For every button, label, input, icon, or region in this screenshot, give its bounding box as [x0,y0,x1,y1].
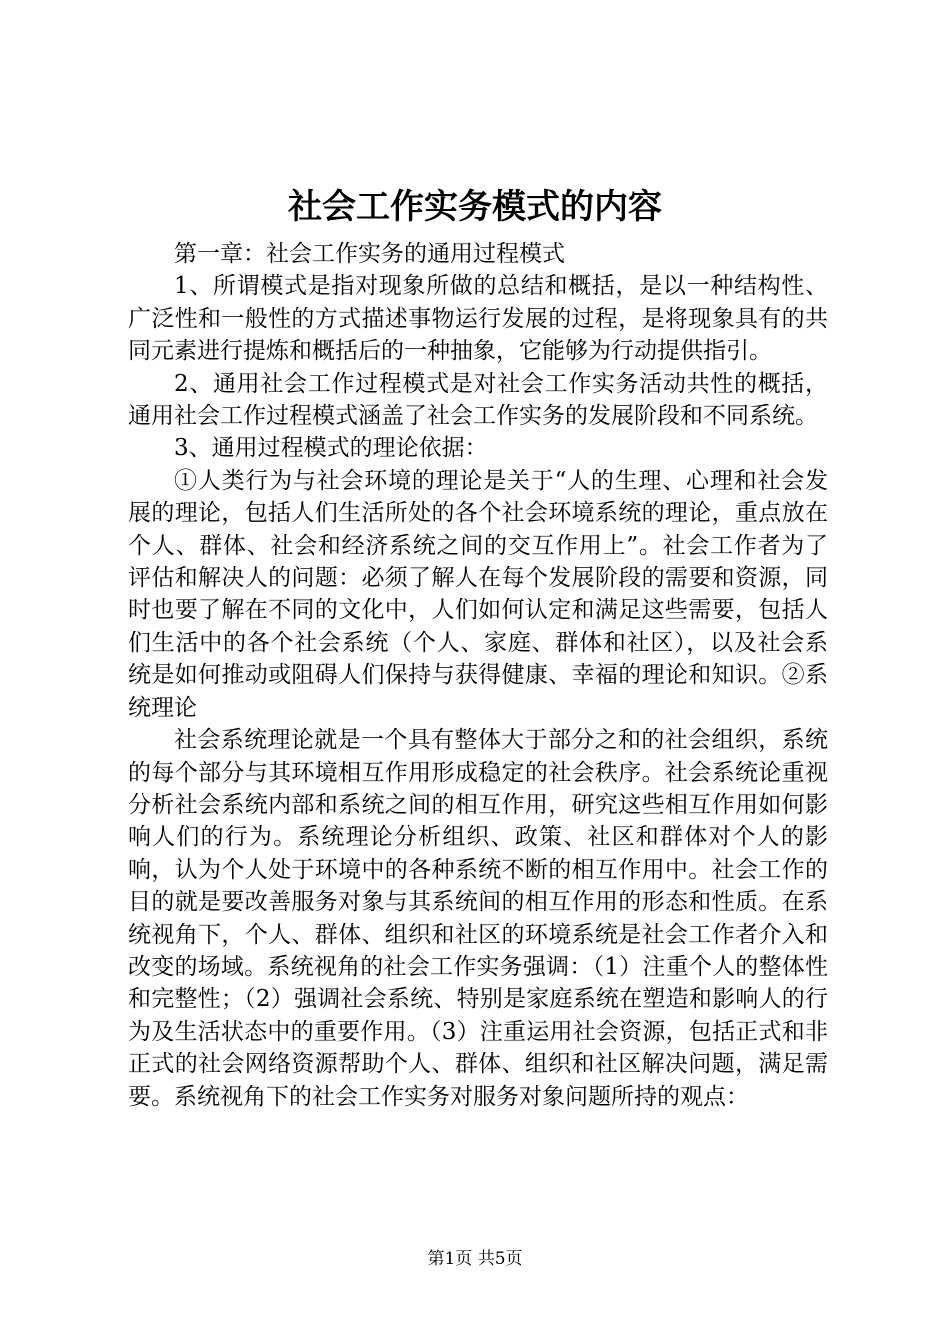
paragraph-2: 2、通用社会工作过程模式是对社会工作实务活动共性的概括，通用社会工作过程模式涵盖了社会工作实务的发展阶段和不同系统。 [128,370,828,430]
paragraph-5: 社会系统理论就是一个具有整体大于部分之和的社会组织，系统的每个部分与其环境相互作用形成稳定的社会秩序。社会系统论重视分析社会系统内部和系统之间的相互作用，研究这些相互作用如何影响人们的行为。系统理论分析组织、政策、社区和群体对个人的影响，认为个人处于环境中的各种系统不断的相互作用中。社会工作的目的就是要改善服务对象与其系统间的相互作用的形态和性质。在系统视角下，个人、群体、组织和社区的环境系统是社会工作者介入和改变的场域。系统视角的社会工作实务强调：（1）注重个人的整体性和完整性；（2）强调社会系统、特别是家庭系统在塑造和影响人的行为及生活状态中的重要作用。（3）注重运用社会资源，包括正式和非正式的社会网络资源帮助个人、群体、组织和社区解决问题，满足需要。系统视角下的社会工作实务对服务对象问题所持的观点： [128,727,828,1110]
paragraph-3: 3、通用过程模式的理论依据： [174,435,488,462]
document-body [128,238,828,1113]
page-number-footer: 第1页 共5页 [427,1249,523,1269]
document-title: 社会工作实务模式的内容 [288,187,662,227]
paragraph-4: ①人类行为与社会环境的理论是关于“人的生理、心理和社会发展的理论，包括人们生活所处的各个社会环境系统的理论，重点放在个人、群体、社会和经济系统之间的交互作用上”。社会工作者为了评估和解决人的问题：必须了解人在每个发展阶段的需要和资源，同时也要了解在不同的文化中，人们如何认定和满足这些需要，包括人们生活中的各个社会系统（个人、家庭、群体和社区），以及社会系统是如何推动或阻碍人们保持与获得健康、幸福的理论和知识。②系统理论 [128,467,828,721]
paragraph-chapter-heading: 第一章：社会工作实务的通用过程模式 [174,241,565,267]
paragraph-1: 1、所谓模式是指对现象所做的总结和概括，是以一种结构性、广泛性和一般性的方式描述事物运行发展的过程，是将现象具有的共同元素进行提炼和概括后的一种抽象，它能够为行动提供指引。 [128,273,828,365]
